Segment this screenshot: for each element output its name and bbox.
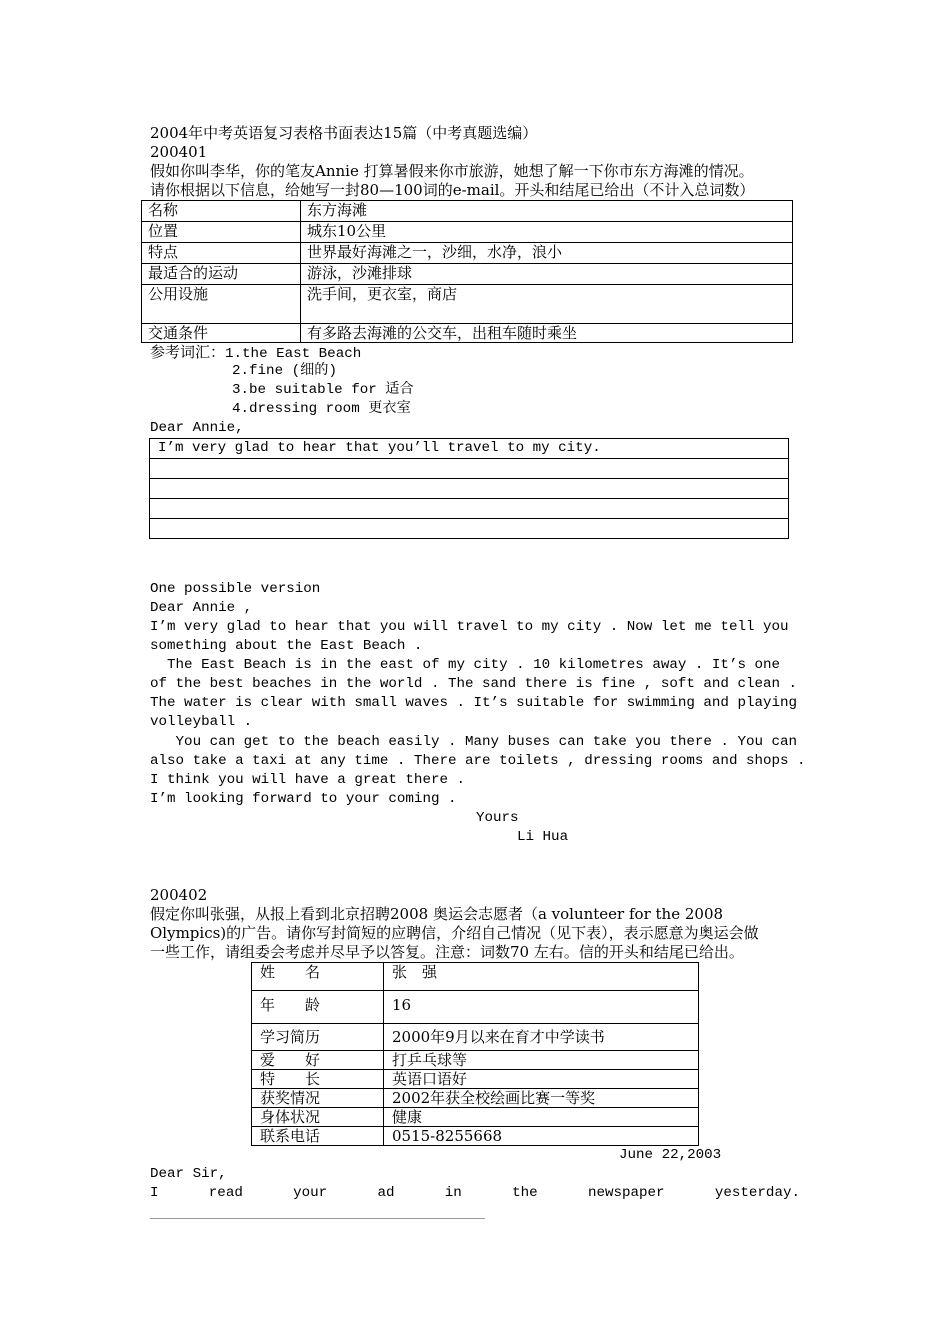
row-label: 名称	[142, 201, 301, 222]
row-label: 学习简历	[252, 1024, 384, 1051]
row-label: 姓 名	[252, 963, 384, 991]
row-value: 东方海滩	[301, 201, 793, 222]
writing-line	[150, 479, 789, 499]
table-row	[142, 243, 793, 264]
writing-line	[150, 499, 789, 519]
row-value: 健康	[384, 1108, 699, 1127]
row-value: 游泳，沙滩排球	[301, 264, 793, 285]
row-label: 交通条件	[142, 324, 301, 343]
table-row	[252, 1108, 699, 1127]
word: yesterday.	[714, 1185, 800, 1201]
version-heading: One possible version	[150, 581, 321, 597]
row-value: 世界最好海滩之一，沙细，水净，浪小	[301, 243, 793, 264]
table-row	[142, 201, 793, 222]
row-label: 位置	[142, 222, 301, 243]
table-row	[252, 991, 699, 1024]
east-beach-info-table	[141, 200, 793, 343]
table-row	[252, 1089, 699, 1108]
version-line: something about the East Beach .	[150, 638, 423, 654]
row-label: 特点	[142, 243, 301, 264]
writing-line	[150, 459, 789, 479]
row-label: 爱 好	[252, 1051, 384, 1070]
version-line: The East Beach is in the east of my city . 10 kilometres away . It’s one	[150, 657, 781, 673]
version-line: of the best beaches in the world . The sand there is fine , soft and clean .	[150, 676, 798, 692]
row-label: 公用设施	[142, 285, 301, 324]
letter-first-line	[150, 1184, 800, 1203]
letter-closing: Yours	[476, 810, 519, 826]
table-row	[252, 1051, 699, 1070]
word: your	[293, 1185, 328, 1201]
row-label: 联系电话	[252, 1127, 384, 1146]
footnote-divider	[150, 1218, 485, 1219]
instruction-text: 假定你叫张强，从报上看到北京招聘2008 奥运会志愿者（a volunteer for the 2008	[150, 905, 724, 923]
vocab-item: 1.the East Beach	[225, 346, 362, 362]
letter-signature: Li Hua	[517, 829, 569, 845]
table-row	[142, 222, 793, 243]
table-row	[142, 324, 793, 343]
section-code: 200402	[150, 886, 208, 904]
letter-greeting: Dear Sir,	[150, 1166, 227, 1182]
word: ad	[377, 1185, 395, 1201]
version-line: also take a taxi at any time . There are toilets , dressing rooms and shops .	[150, 753, 806, 769]
instruction-line-1: 假如你叫李华，你的笔友Annie 打算暑假来你市旅游，她想了解一下你市东方海滩的情况。	[150, 162, 754, 180]
instruction-line-3: 一些工作，请组委会考虑并尽早予以答复。注意：词数70 左右。信的开头和结尾已给出。	[150, 943, 744, 961]
table-row	[252, 1127, 699, 1146]
writing-lines-table	[149, 438, 789, 539]
version-line: You can get to the beach easily . Many buses can take you there . You can	[150, 734, 798, 750]
version-line: The water is clear with small waves . It’s suitable for swimming and playing	[150, 695, 798, 711]
vocab-item: 4.dressing room 更衣室	[232, 401, 411, 417]
row-value: 0515-8255668	[384, 1127, 699, 1146]
version-line: I think you will have a great there .	[150, 772, 466, 788]
row-label: 获奖情况	[252, 1089, 384, 1108]
writing-line: I’m very glad to hear that you’ll travel to my city.	[150, 439, 789, 459]
volunteer-info-table	[251, 962, 699, 1146]
word: in	[444, 1185, 462, 1201]
vocab-item: 2.fine (细的)	[232, 363, 338, 379]
page-title: 2004年中考英语复习表格书面表达15篇（中考真题选编）	[150, 124, 538, 142]
row-label: 最适合的运动	[142, 264, 301, 285]
section-code: 200401	[150, 143, 208, 161]
row-value: 16	[384, 991, 699, 1024]
instruction-line-1	[150, 905, 723, 924]
writing-line	[150, 519, 789, 539]
row-value: 2000年9月以来在育才中学读书	[384, 1024, 699, 1051]
row-value: 2002年获全校绘画比赛一等奖	[384, 1089, 699, 1108]
version-line: volleyball .	[150, 714, 253, 730]
vocab-lead: 参考词汇：	[150, 343, 226, 361]
letter-greeting: Dear Annie,	[150, 420, 244, 436]
row-label: 身体状况	[252, 1108, 384, 1127]
version-line: I’m very glad to hear that you will travel to my city . Now let me tell you	[150, 619, 789, 635]
row-value: 英语口语好	[384, 1070, 699, 1089]
row-value: 张 强	[384, 963, 699, 991]
row-label: 年 龄	[252, 991, 384, 1024]
row-value: 城东10公里	[301, 222, 793, 243]
word: read	[208, 1185, 243, 1201]
row-label: 特 长	[252, 1070, 384, 1089]
table-row	[252, 1070, 699, 1089]
row-value: 有多路去海滩的公交车，出租车随时乘坐	[301, 324, 793, 343]
instruction-line-2: Olympics)的广告。请你写封简短的应聘信，介绍自己情况（见下表），表示愿意为奥运会做	[150, 924, 759, 942]
instruction-line-2: 请你根据以下信息，给她写一封80—100词的e-mail。开头和结尾已给出（不计入总词数）	[150, 181, 755, 199]
table-row	[142, 285, 793, 324]
letter-date: June 22,2003	[619, 1147, 722, 1163]
version-line: Dear Annie ,	[150, 600, 253, 616]
row-value: 打乒乓球等	[384, 1051, 699, 1070]
table-row	[142, 264, 793, 285]
table-row	[252, 1024, 699, 1051]
word: the	[512, 1185, 538, 1201]
version-line: I’m looking forward to your coming .	[150, 791, 457, 807]
vocab-line	[150, 343, 361, 364]
table-row	[252, 963, 699, 991]
word: I	[150, 1185, 159, 1201]
vocab-item: 3.be suitable for 适合	[232, 382, 414, 398]
word: newspaper	[587, 1185, 665, 1201]
row-value: 洗手间，更衣室，商店	[301, 285, 793, 324]
